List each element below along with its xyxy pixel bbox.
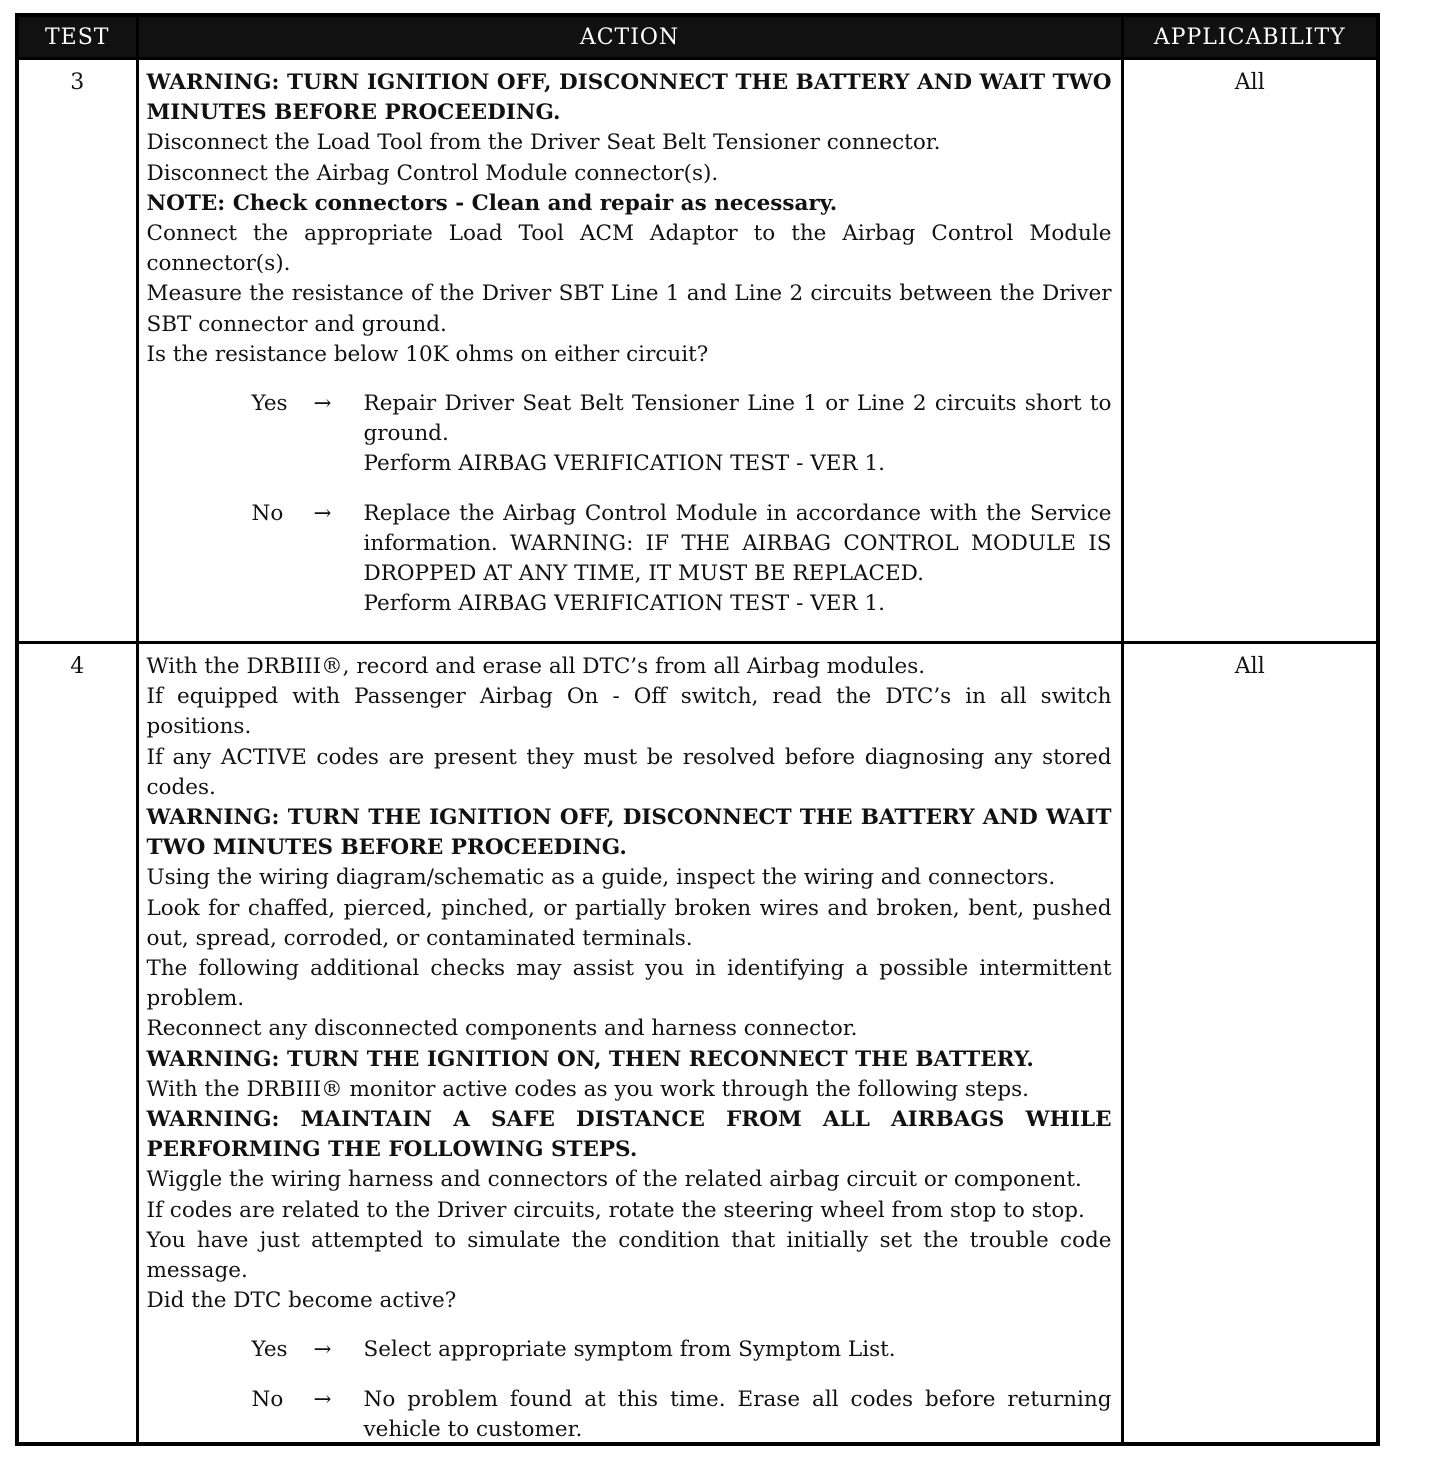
step-text: You have just attempted to simulate the condition that initially set the trouble code message. [146,1227,1112,1284]
result-text: No problem found at this time. Erase all codes before returning vehicle to customer. [363,1386,1112,1442]
header-row [19,17,1376,59]
yes-result [364,1335,1112,1365]
right-arrow-icon: → [313,1337,332,1363]
no-label: No [251,1386,284,1412]
warning-text: WARNING: TURN THE IGNITION OFF, DISCONNECT THE BATTERY AND WAIT TWO MINUTES BEFORE PROCEEDING. [146,805,1112,861]
right-arrow-icon: → [313,1386,332,1412]
step-text: With the DRBIII®, record and erase all DTC’s from all Airbag modules. [146,654,926,679]
no-result [364,1385,1112,1445]
result-text: Repair Driver Seat Belt Tensioner Line 1 or Line 2 circuits short to ground. [363,391,1112,447]
yes-branch [252,1335,1112,1365]
result-text: Select appropriate symptom from Symptom List. [363,1337,896,1363]
applicability-value: All [1122,643,1376,1446]
step-text: Disconnect the Airbag Control Module connector(s). [146,160,719,186]
step-text: Wiggle the wiring harness and connectors of the related airbag circuit or component. [146,1167,1082,1193]
test-number: 4 [19,643,137,1446]
result-text: Perform AIRBAG VERIFICATION TEST - VER 1. [363,591,885,617]
step-text: If codes are related to the Driver circuits, rotate the steering wheel from stop to stop. [146,1197,1085,1223]
step-text: The following additional checks may assist you in identifying a possible intermittent problem. [146,956,1112,1012]
step-text: Connect the appropriate Load Tool ACM Adaptor to the Airbag Control Module connector(s). [146,221,1112,277]
no-label: No [251,500,284,526]
question-text: Is the resistance below 10K ohms on either circuit? [146,341,709,367]
step-text: Disconnect the Load Tool from the Driver Seat Belt Tensioner connector. [146,130,941,156]
step-text: If any ACTIVE codes are present they must be resolved before diagnosing any stored codes. [146,744,1112,800]
header-action: ACTION [137,17,1122,59]
warning-text: WARNING: MAINTAIN A SAFE DISTANCE FROM ALL AIRBAGS WHILE PERFORMING THE FOLLOWING STEPS. [146,1107,1112,1163]
no-branch [252,1385,1112,1445]
step-text: Using the wiring diagram/schematic as a guide, inspect the wiring and connectors. [146,865,1056,891]
test-row-3 [19,59,1376,643]
diagnostic-test-table [15,13,1380,1446]
yes-label: Yes [251,1337,288,1363]
header-test: TEST [19,17,137,59]
action-cell [137,59,1122,643]
yes-label: Yes [251,391,288,417]
result-text: Perform AIRBAG VERIFICATION TEST - VER 1. [363,451,885,477]
test-number: 3 [19,59,137,643]
step-text: Reconnect any disconnected components and harness connector. [146,1016,858,1042]
question-text: Did the DTC become active? [146,1288,457,1314]
action-cell [137,643,1122,1446]
right-arrow-icon: → [313,391,332,417]
step-text: If equipped with Passenger Airbag On - Off switch, read the DTC’s in all switch positions. [146,684,1112,740]
warning-text: WARNING: TURN IGNITION OFF, DISCONNECT THE BATTERY AND WAIT TWO MINUTES BEFORE PROCEEDING. [146,70,1112,126]
no-branch [252,499,1112,620]
step-text: With the DRBIII® monitor active codes as you work through the following steps. [146,1076,1030,1102]
note-text: NOTE: Check connectors - Clean and repair as necessary. [146,190,838,216]
warning-text: WARNING: TURN THE IGNITION ON, THEN RECONNECT THE BATTERY. [146,1046,1034,1072]
step-text: Look for chaffed, pierced, pinched, or partially broken wires and broken, bent, pushed out, spread, corroded, or contaminated terminals. [146,895,1112,951]
yes-result [364,389,1112,480]
result-text: Replace the Airbag Control Module in accordance with the Service information. WARNING: IF THE AIRBAG CONTROL MODULE IS DROPPED AT ANY TIME, IT MUST BE REPLACED. [363,500,1112,587]
header-applicability: APPLICABILITY [1122,17,1376,59]
right-arrow-icon: → [313,500,332,526]
yes-branch [252,389,1112,480]
no-result [364,499,1112,620]
step-text: Measure the resistance of the Driver SBT Line 1 and Line 2 circuits between the Driver SBT connector and ground. [146,281,1112,337]
applicability-value: All [1122,59,1376,643]
test-row-4 [19,643,1376,1446]
